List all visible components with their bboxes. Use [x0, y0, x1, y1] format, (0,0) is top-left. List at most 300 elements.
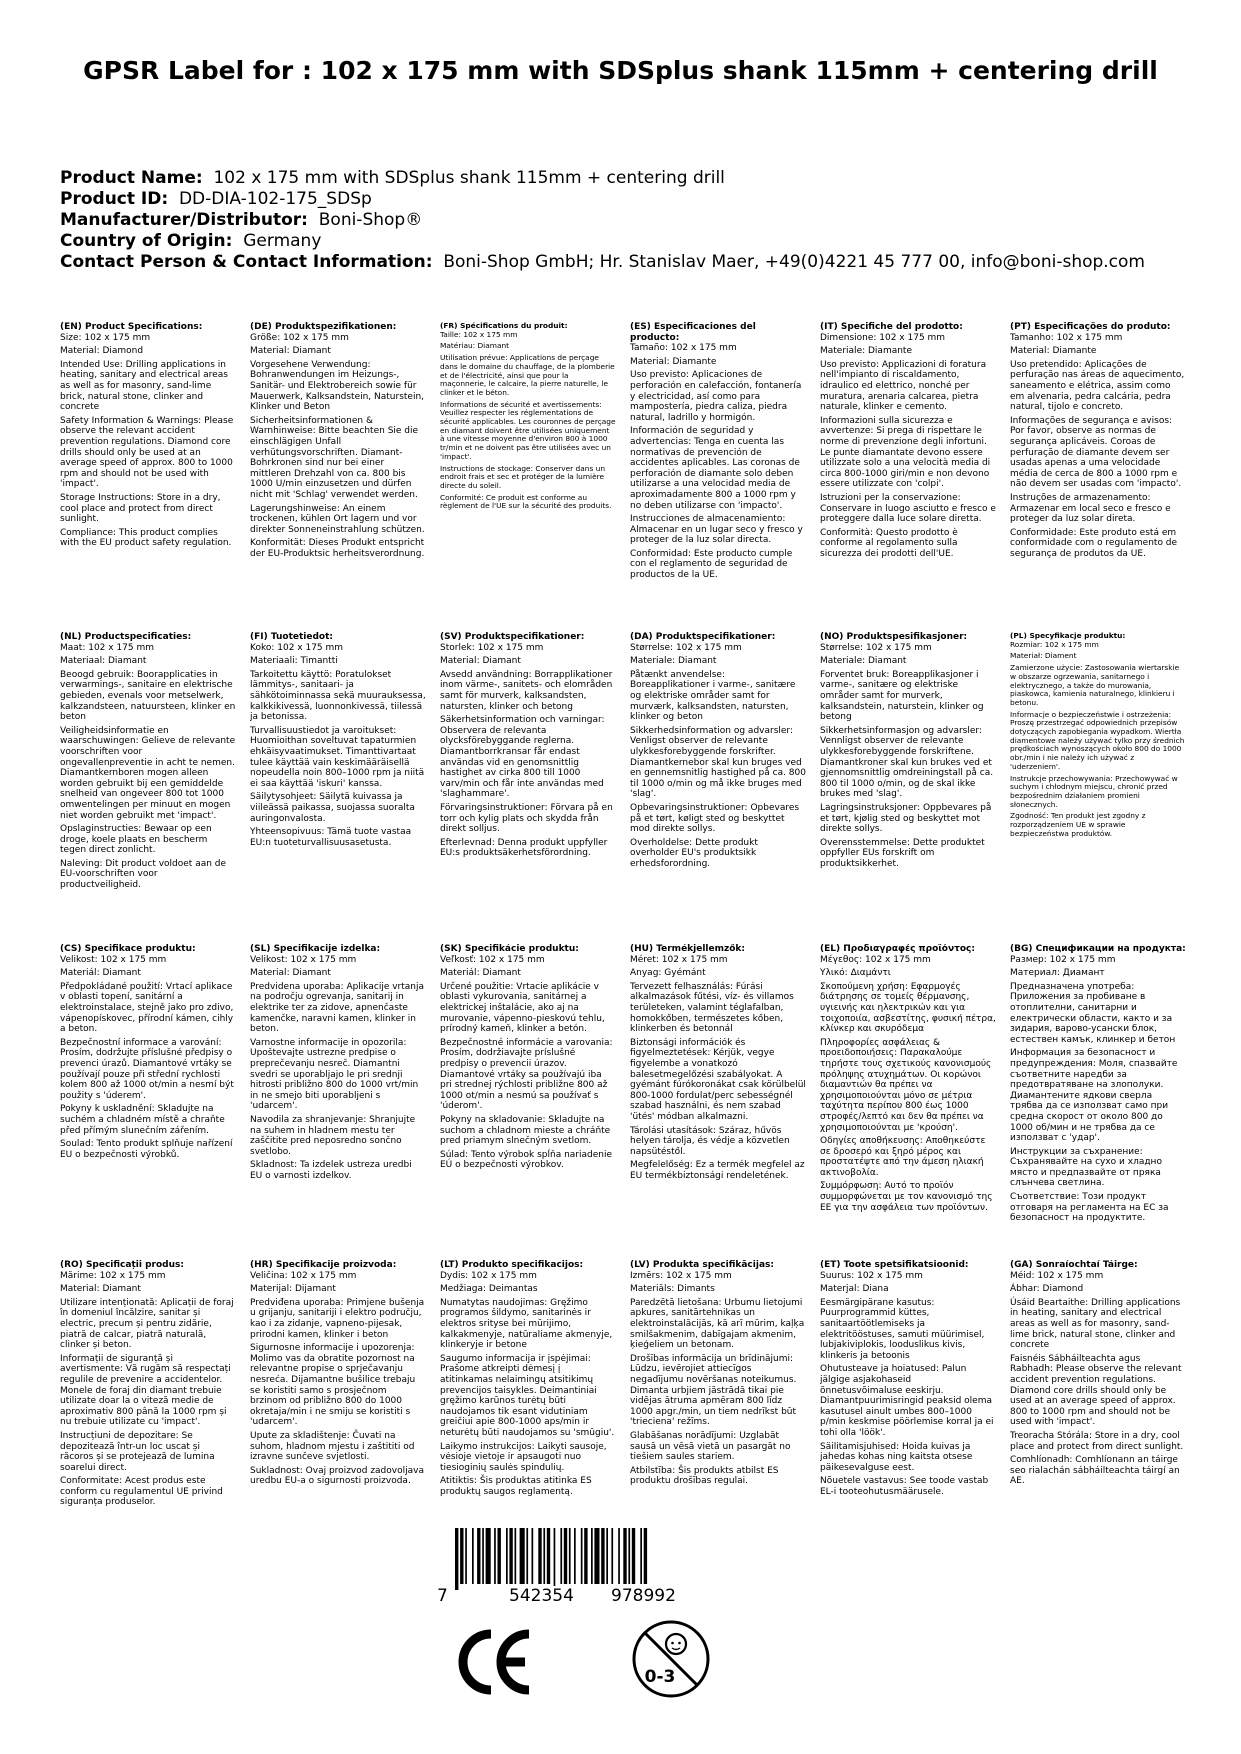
spec-text: Overensstemmelse: Dette produktet oppfyller EUs forskrift om produktsikkerhet. [820, 837, 985, 869]
info-product-id: Product ID: DD-DIA-102-175_SDSp [60, 189, 372, 209]
spec-text: Material: Diamant [60, 1284, 141, 1295]
spec-paragraph [820, 1476, 996, 1497]
spec-text: Mărime: 102 x 175 mm [60, 1270, 166, 1281]
spec-text: Informações de segurança e avisos: Por favor, observe as normas de segurança aplicáveis. Coroas de perfuração de diamante devem ser usadas apenas a uma velocidade média de cerca de 800 a 1000 rpm e não devem ser usadas com 'impacto'. [1010, 415, 1182, 490]
spec-paragraph [440, 1442, 616, 1474]
spec-paragraph [440, 1354, 616, 1439]
spec-paragraph [630, 1298, 806, 1351]
spec-text: Predvidena uporaba: Aplikacije vrtanja na področju ogrevanja, sanitarij in elektrike ter za zidove, apnenčaste kamenčke, naravni kamen, klinker in beton. [250, 981, 425, 1035]
spec-text: Материал: Диамант [1010, 968, 1105, 979]
spec-paragraph [630, 1466, 806, 1487]
barcode-bar [584, 1528, 587, 1584]
barcode-bar [465, 1528, 467, 1584]
spec-text: Instructions de stockage: Conserver dans un endroit frais et sec et protéger de la lumière directe du soleil. [440, 463, 606, 490]
spec-paragraph [630, 726, 806, 800]
age-range-label: 0-3 [644, 1667, 676, 1687]
spec-paragraph [1010, 1284, 1186, 1295]
page-title: GPSR Label for : 102 x 175 mm with SDSplus shank 115mm + centering drill [83, 56, 1158, 85]
spec-text: Méid: 102 x 175 mm [1010, 1270, 1104, 1281]
language-sections [60, 322, 1190, 1602]
spec-text: Vorgesehene Verwendung: Bohranwendungen im Heizungs-, Sanitär- und Elektrobereich sowie für Mauerwerk, Kalksandstein, Naturstein, Klinker und Beton [250, 359, 425, 413]
spec-paragraph [1010, 664, 1186, 708]
spec-paragraph [250, 670, 426, 723]
barcode-bar [564, 1528, 567, 1584]
spec-paragraph [630, 1284, 806, 1295]
barcode-bar [506, 1528, 508, 1584]
barcode-bar [486, 1528, 491, 1584]
spec-heading: (FR) Spécifications du produit: [440, 322, 568, 330]
spec-paragraph [1010, 711, 1186, 772]
spec-text: Pokyny k uskladnění: Skladujte na suchém a chladném místě a chraňte před přímým slunečním zářením. [60, 1104, 225, 1136]
spec-paragraph [440, 494, 616, 511]
spec-text: Materiale: Diamant [820, 656, 907, 667]
spec-paragraph [440, 715, 616, 800]
spec-text: Utilisation prévue: Applications de perçage dans le domaine du chauffage, de la plomberie et de l'électricité, ainsi que pour la maçonnerie, le calcaire, la pierre naturelle, le clinker et le béton. [440, 353, 615, 397]
spec-text: Materiaal: Diamant [60, 656, 147, 667]
spec-paragraph [440, 944, 616, 965]
spec-text: Material: Diamante [630, 356, 717, 367]
spec-text: Sukladnost: Ovaj proizvod zadovoljava uredbu EU-a o sigurnosti proizvoda. [250, 1465, 424, 1487]
spec-text: Zamierzone użycie: Zastosowania wiertarskie w obszarze ogrzewania, sanitarnego i elektrycznego, a także do murowania, piaskowca, kamienia naturalnego, klinkieru i betonu. [1010, 663, 1180, 707]
spec-text: Faisnéis Sábháilteachta agus Rabhadh: Please observe the relevant accident prevention regulations. Diamond core drills should only be used at an average speed of approx. 800 to 1000 rpm and should not be used with 'impact'. [1010, 1353, 1182, 1428]
spec-paragraph [250, 827, 426, 848]
spec-text: Rozmiar: 102 x 175 mm [1010, 639, 1099, 649]
barcode-bar [547, 1528, 550, 1584]
spec-text: Úsáid Beartaithe: Drilling applications in heating, sanitary and electrical areas as well as for masonry, sand-lime brick, natural stone, clinker and concrete [1010, 1297, 1181, 1351]
spec-paragraph [1010, 632, 1186, 649]
spec-paragraph [820, 322, 996, 343]
spec-text: Suurus: 102 x 175 mm [820, 1270, 923, 1281]
barcode-bar [623, 1528, 626, 1584]
spec-paragraph [250, 632, 426, 653]
spec-text: Informazioni sulla sicurezza e avvertenze: Si prega di rispettare le norme di prevenzione degli infortuni. Le punte diamantate devono essere utilizzate solo a una velocità media di circa 800-1000 giri/min e non devono essere utilizzate con 'colpi'. [820, 415, 991, 490]
spec-text: Informații de siguranță și avertismente: Vă rugăm să respectați regulile de prevenire a accidentelor. Monele de foraj din diamant trebuie utilizate doar la o viteză medie de aproximativ 800 până la 1000 rpm și nu trebuie utilizate cu 'impact'. [60, 1353, 231, 1428]
spec-heading: (CS) Specifikace produktu: [60, 944, 196, 954]
spec-text: Säilitamisjuhised: Hoida kuivas ja jahedas kohas ning kaitsta otsese päikesevalguse eest. [820, 1441, 973, 1473]
spec-text: Informacje o bezpieczeństwie i ostrzeżenia: Proszę przestrzegać odpowiednich przepisów dotyczących zapobiegania wypadkom. Wiertła diamentowe należy używać tylko przy średnich prędkościach wynoszących około 800 do 1000 obr./min i nie należy ich używać z 'uderzeniem'. [1010, 709, 1185, 771]
spec-text: Πληροφορίες ασφάλειας & προειδοποιήσεις: Παρακαλούμε τηρήστε τους σχετικούς κανονισμούς πρόληψης ατυχημάτων. Οι κορώνοι διαμαντιών θα πρέπει να χρησιμοποιούνται μόνο σε μέτρια ταχύτητα περίπου 800 έως 1000 στροφές/λεπτό και δεν θα πρέπει να χρησιμοποιούνται με 'κρούση'. [820, 1037, 992, 1133]
spec-text: Skladnost: Ta izdelek ustreza uredbi EU o varnosti izdelkov. [250, 1160, 412, 1181]
spec-section-ro [60, 1260, 240, 1602]
spec-paragraph [440, 322, 616, 339]
spec-paragraph [250, 1115, 426, 1157]
spec-section-es [630, 322, 810, 632]
spec-paragraph [820, 1284, 996, 1295]
spec-section-no [820, 632, 1000, 944]
spec-text: Materiaali: Timantti [250, 656, 338, 667]
spec-paragraph [60, 1298, 236, 1351]
spec-text: Bezpečnostní informace a varování: Prosím, dodržujte příslušné předpisy o prevenci úrazů. Diamantové vrtáky se používají pouze při střední rychlosti kolem 800 až 1000 ot/min a nesmí být použity s 'úderem'. [60, 1037, 234, 1101]
spec-paragraph [60, 1104, 236, 1136]
spec-section-ga [1010, 1260, 1190, 1602]
spec-text: Taille: 102 x 175 mm [440, 329, 518, 339]
spec-text: Velikost: 102 x 175 mm [60, 954, 167, 965]
spec-paragraph [250, 322, 426, 343]
spec-text: Méret: 102 x 175 mm [630, 954, 728, 965]
spec-paragraph [440, 982, 616, 1035]
spec-paragraph [440, 354, 616, 398]
spec-text: Tárolási utasítások: Száraz, hűvös helyen tárolja, és védje a közvetlen napsütéstől. [630, 1125, 790, 1157]
spec-text: Информация за безопасност и предупреждения: Моля, спазвайте съответните наредби за предотвратяване на злополуки. Диамантените ядкови сверла трябва да се използват само при средна скорост от около 800 до 1000 об/мин и не трябва да се използват с 'удар'. [1010, 1048, 1178, 1144]
spec-heading: (EN) Product Specifications: [60, 322, 203, 332]
spec-text: Treoracha Stórála: Store in a dry, cool place and protect from direct sunlight. [1010, 1430, 1184, 1452]
spec-paragraph [60, 528, 236, 549]
spec-text: Beoogd gebruik: Boorapplicaties in verwarmings-, sanitaire en elektrische gebieden, evenals voor metselwerk, kalkzandsteen, natuursteen, klinker en beton [60, 669, 236, 723]
barcode-bar [460, 1528, 463, 1584]
spec-paragraph [440, 1476, 616, 1497]
barcode-bar [591, 1528, 593, 1584]
spec-paragraph [1010, 360, 1186, 413]
spec-section-et [820, 1260, 1000, 1602]
spec-paragraph [60, 493, 236, 525]
spec-text: Maat: 102 x 175 mm [60, 642, 155, 653]
spec-section-it [820, 322, 1000, 632]
spec-paragraph [820, 726, 996, 800]
spec-paragraph [60, 416, 236, 490]
spec-text: Dydis: 102 x 175 mm [440, 1270, 537, 1281]
spec-text: Naleving: Dit product voldoet aan de EU-voorschriften voor productveiligheid. [60, 858, 227, 891]
spec-text: Informations de sécurité et avertissements: Veuillez respecter les réglementations de sécurité applicables. Les couronnes de perçage en diamant doivent être utilisées uniquement à une vitesse moyenne d'environ 800 à 1000 tr/min et ne doivent pas être utilisées avec un 'impact'. [440, 399, 616, 461]
spec-heading: (DE) Produktspezifikationen: [250, 322, 397, 332]
spec-text: Pokyny na skladovanie: Skladujte na suchom a chladnom mieste a chráňte pred priamym slnečným svetlom. [440, 1114, 611, 1147]
spec-text: Veličina: 102 x 175 mm [250, 1270, 357, 1281]
spec-paragraph [820, 1364, 996, 1438]
spec-text: Anyag: Gyémánt [630, 968, 706, 979]
spec-text: Opbevaringsinstruktioner: Opbevares på et tørt, køligt sted og beskyttet mod direkte sollys. [630, 802, 800, 835]
spec-paragraph [630, 549, 806, 581]
spec-text: Lagerungshinweise: An einem trockenen, kühlen Ort lagern und vor direkter Sonneneinstrahlung schützen. [250, 503, 425, 535]
spec-paragraph [630, 1260, 806, 1281]
spec-paragraph [60, 632, 236, 653]
spec-paragraph [820, 493, 996, 525]
spec-text: Soulad: Tento produkt splňuje nařízení EU o bezpečnosti výrobků. [60, 1139, 233, 1160]
barcode-bar [554, 1528, 556, 1590]
spec-paragraph [1010, 1147, 1186, 1189]
barcode [425, 1528, 745, 1608]
barcode-bar [498, 1528, 501, 1584]
spec-paragraph [440, 1115, 616, 1147]
spec-paragraph [630, 838, 806, 870]
not-for-children-0-3-icon [630, 1618, 712, 1700]
spec-paragraph [630, 982, 806, 1035]
spec-paragraph [60, 968, 236, 979]
spec-paragraph [60, 726, 236, 821]
spec-heading: (GA) Sonraíochtaí Táirge: [1010, 1260, 1138, 1270]
spec-paragraph [1010, 1260, 1186, 1281]
spec-text: Σκοπούμενη χρήση: Εφαρμογές διάτρησης σε τομείς θέρμανσης, υγιεινής και ηλεκτρικών και για τοιχοποιία, ασβεστίτης, φυσική πέτρα, κλίνκερ και σκυρόδεμα [820, 981, 996, 1035]
spec-paragraph [250, 1284, 426, 1295]
spec-paragraph [820, 1038, 996, 1133]
spec-section-sl [250, 944, 430, 1260]
spec-section-sv [440, 632, 620, 944]
spec-text: Laikymo instrukcijos: Laikyti sausoje, vėsioje vietoje ir apsaugoti nuo tiesioginių saulės spindulių. [440, 1441, 607, 1473]
barcode-digit-first: 7 [437, 1586, 448, 1606]
spec-paragraph [1010, 493, 1186, 525]
spec-section-cs [60, 944, 240, 1260]
spec-paragraph [820, 416, 996, 490]
spec-paragraph [60, 1284, 236, 1295]
spec-text: Instrucciones de almacenamiento: Almacenar en un lugar seco y fresco y proteger de la luz solar directa. [630, 514, 803, 546]
spec-heading: (PT) Especificações do produto: [1010, 322, 1171, 332]
spec-text: Forventet bruk: Boreapplikasjoner i varme-, sanitære og elektriske områder samt for murverk, kalksandstein, naturstein, klinker og betong [820, 669, 984, 723]
spec-text: Uso previsto: Applicazioni di foratura nell'impianto di riscaldamento, idraulico ed elettrico, nonché per muratura, arenaria calcarea, pietra naturale, klinker e cemento. [820, 359, 987, 413]
barcode-bar [560, 1528, 562, 1584]
spec-paragraph [820, 632, 996, 653]
spec-text: Größe: 102 x 175 mm [250, 332, 349, 343]
spec-paragraph [630, 968, 806, 979]
ce-mark-icon [455, 1622, 535, 1702]
spec-paragraph [250, 1160, 426, 1181]
spec-text: Materiál: Diamant [60, 968, 141, 979]
spec-text: Ohutusteave ja hoiatused: Palun jälgige asjakohaseid õnnetusvõimaluse eeskirju. Diamantpuurimisringid peaksid olema kasutusel ainult umbes 800–1000 p/min keskmise pöörlemise korral ja ei tohi olla 'löök'. [820, 1364, 994, 1438]
spec-text: Materiał: Diament [1010, 651, 1077, 661]
spec-text: Instruções de armazenamento: Armazenar em local seco e fresco e proteger da luz solar direta. [1010, 492, 1171, 525]
spec-paragraph [820, 656, 996, 667]
spec-text: Sigurnosne informacije i upozorenja: Molimo vas da obratite pozornost na relevantne propise o sprječavanju nesreća. Dijamantne bušilice trebaju se koristiti samo s prosječnom brzinom od približno 800 do 1000 okretaja/min i ne smiju se koristiti s 'udarcem'. [250, 1343, 416, 1428]
spec-section-de [250, 322, 430, 632]
spec-text: Safety Information & Warnings: Please observe the relevant accident prevention regulations. Diamond core drills should only be used at an average speed of approx. 800 to 1000 rpm and should not be used with 'impact'. [60, 415, 234, 490]
spec-section-fr [440, 322, 620, 632]
spec-heading: (BG) Спецификации на продукта: [1010, 944, 1186, 954]
spec-section-pt [1010, 322, 1190, 632]
spec-section-hr [250, 1260, 430, 1602]
spec-text: Biztonsági információk és figyelmeztetések: Kérjük, vegye figyelembe a vonatkozó balesetmegelőzési szabályokat. A gyémánt fúrókoronákat csak körülbelül 800-1000 fordulat/perc sebességnél szabad használni, és nem szabad 'ütés' módban alkalmazni. [630, 1037, 806, 1122]
spec-heading: (DA) Produktspecifikationer: [630, 632, 776, 642]
spec-text: Turvallisuustiedot ja varoitukset: Huomioithan soveltuvat tapaturmien ehkäisyvaatimukset. Timanttivartaat tulee käyttää vain keskimääräisellä nopeudella noin 800–1000 rpm ja niitä ei saa käyttää 'iskuri' kanssa. [250, 725, 425, 789]
spec-section-fi [250, 632, 430, 944]
spec-text: Säilytysohjeet: Säilytä kuivassa ja viileässä paikassa, suojassa suoralta auringonvalosta. [250, 792, 415, 824]
spec-paragraph [820, 360, 996, 413]
spec-paragraph [1010, 812, 1186, 838]
barcode-bar [644, 1528, 647, 1584]
spec-paragraph [60, 346, 236, 357]
barcode-bar [532, 1528, 534, 1584]
spec-paragraph [60, 1476, 236, 1508]
spec-paragraph [820, 1260, 996, 1281]
spec-paragraph [1010, 1354, 1186, 1428]
spec-text: Určené použitie: Vrtacie aplikácie v oblasti vykurovania, sanitárnej a elektrickej inštalácie, ako aj na murovanie, vápenno-pieskovú tehlu, prírodný kameň, klinker a betón. [440, 981, 605, 1035]
spec-text: Glabāšanas norādījumi: Uzglabāt sausā un vēsā vietā un pasargāt no tiešiem saules stariem. [630, 1430, 791, 1463]
spec-text: Ábhar: Diamond [1010, 1284, 1084, 1295]
spec-paragraph [440, 1038, 616, 1112]
spec-text: Material: Diamant [440, 656, 521, 667]
spec-paragraph [1010, 1455, 1186, 1487]
barcode-bar [618, 1528, 620, 1584]
spec-section-el [820, 944, 1000, 1260]
spec-paragraph [250, 360, 426, 413]
barcode-bar [606, 1528, 608, 1584]
spec-paragraph [1010, 1048, 1186, 1143]
spec-text: Bezpečnostné informácie a varovania: Prosím, dodržiavajte príslušné predpisy o prevencii úrazov. Diamantové vrtáky sa používajú iba pri strednej rýchlosti približne 800 až 1000 ot/min a nesmú sa používať s 'úderom'. [440, 1037, 613, 1112]
spec-text: Materiāls: Dimants [630, 1284, 715, 1295]
spec-text: Οδηγίες αποθήκευσης: Αποθηκεύστε σε δροσερό και ξηρό μέρος και προστατέψτε από την άμεση ηλιακή ακτινοβολία. [820, 1136, 986, 1178]
spec-paragraph [60, 1431, 236, 1473]
spec-section-da [630, 632, 810, 944]
spec-paragraph [630, 670, 806, 723]
spec-heading: (ET) Toote spetsifikatsioonid: [820, 1260, 969, 1270]
spec-section-hu [630, 944, 810, 1260]
info-product-name: Product Name: 102 x 175 mm with SDSplus shank 115mm + centering drill [60, 168, 725, 188]
spec-paragraph [630, 357, 806, 368]
spec-paragraph [1010, 528, 1186, 560]
spec-text: Tamanho: 102 x 175 mm [1010, 332, 1123, 343]
spec-text: Размер: 102 x 175 mm [1010, 954, 1116, 965]
spec-paragraph [440, 632, 616, 653]
spec-text: Conformidad: Este producto cumple con el reglamento de seguridad de productos de la UE. [630, 548, 793, 581]
spec-text: Matériau: Diamant [440, 341, 510, 351]
spec-paragraph [630, 656, 806, 667]
spec-paragraph [60, 1354, 236, 1428]
spec-text: Sicherheitsinformationen & Warnhinweise: Bitte beachten Sie die einschlägigen Unfall verhütungsvorschriften. Diamant-Bohrkronen sind nur bei einer mittleren Drehzahl von ca. 800 bis 1000 U/min einzusetzen und dürfen nicht mit 'Schlag' verwendet werden. [250, 415, 419, 500]
spec-heading: (SK) Špecifikácie produktu: [440, 944, 579, 954]
spec-text: Atbilstība: Šis produkts atbilst ES produktu drošības regulai. [630, 1465, 779, 1487]
barcode-bar [515, 1528, 517, 1584]
spec-text: Предназначена употреба: Приложения за пробиване в отоплителни, санитарни и електрически области, както и за зидария, варово-усански блок, естествен камък, клинкер и бетон [1010, 981, 1176, 1045]
spec-paragraph [440, 803, 616, 835]
spec-text: Størrelse: 102 x 175 mm [820, 642, 932, 653]
spec-text: Size: 102 x 175 mm [60, 332, 151, 343]
spec-paragraph [250, 792, 426, 824]
spec-paragraph [1010, 1192, 1186, 1224]
spec-text: Storage Instructions: Store in a dry, cool place and protect from direct sunlight. [60, 492, 221, 525]
barcode-digits-right: 978992 [611, 1586, 676, 1606]
spec-text: Nõuetele vastavus: See toode vastab EL-i tooteohutusmäärusele. [820, 1476, 989, 1497]
spec-heading: (HU) Termékjellemzők: [630, 944, 746, 954]
spec-text: Paredzētā lietošana: Urbumu lietojumi apkures, sanitārtehnikas un elektroinstalācijās, kā arī mūrim, kaļķa smilšakmenim, dabīgajam akmenim, ķieģeliem un betonam. [630, 1297, 805, 1351]
spec-paragraph [630, 803, 806, 835]
spec-paragraph [630, 944, 806, 965]
spec-paragraph [820, 346, 996, 357]
spec-heading: (RO) Specificații produs: [60, 1260, 184, 1270]
spec-paragraph [820, 968, 996, 979]
spec-text: Předpokládané použití: Vrtací aplikace v oblasti topení, sanitární a elektroinstalace, stejně jako pro zdivo, vápenopískovec, přírodní kámen, cihly a beton. [60, 981, 234, 1035]
spec-text: Materiale: Diamante [820, 346, 912, 357]
barcode-bar [494, 1528, 496, 1584]
spec-paragraph [440, 968, 616, 979]
spec-text: Material: Diamond [60, 346, 144, 357]
spec-paragraph [630, 1431, 806, 1463]
info-manufacturer: Manufacturer/Distributor: Boni-Shop® [60, 210, 423, 230]
barcode-bar [611, 1528, 613, 1584]
spec-paragraph [440, 465, 616, 491]
barcode-bar [594, 1528, 599, 1584]
spec-paragraph [250, 504, 426, 536]
spec-text: Conformitate: Acest produs este conform cu regulamentul UE privind siguranța produselor. [60, 1476, 223, 1508]
spec-paragraph [250, 1038, 426, 1112]
info-country: Country of Origin: Germany [60, 231, 322, 251]
spec-text: Sikkerhetsinformasjon og advarsler: Vennligst observer de relevante ulykkesforebyggende forskriftene. Diamantkroner skal kun brukes ved et gjennomsnittlig omdreiningstall på ca. 800 til 1000 o/min, og de skal ikke brukes med 'slag'. [820, 725, 994, 800]
spec-paragraph [250, 538, 426, 559]
spec-heading: (FI) Tuotetiedot: [250, 632, 334, 642]
spec-heading: (PL) Specyfikacje produktu: [1010, 632, 1126, 640]
spec-text: Drošības informācija un brīdinājumi: Lūdzu, ievērojiet attiecīgos negadījumu novēršanas noteikumus. Dimanta urbjiem jāstrādā tikai pie vidējas ātruma apmēram 800 līdz 1000 apgr./min, un tiem nedrīkst būt 'trieciena' režīms. [630, 1353, 797, 1428]
spec-paragraph [1010, 944, 1186, 965]
spec-text: Efterlevnad: Denna produkt uppfyller EU:s produktsäkerhetsförordning. [440, 837, 608, 859]
spec-paragraph [820, 1136, 996, 1178]
spec-paragraph [630, 322, 806, 354]
spec-text: Izmērs: 102 x 175 mm [630, 1270, 732, 1281]
spec-text: Conformité: Ce produit est conforme au règlement de l'UE sur la sécurité des produits. [440, 492, 612, 511]
spec-paragraph [60, 944, 236, 965]
spec-text: Størrelse: 102 x 175 mm [630, 642, 742, 653]
spec-paragraph [630, 426, 806, 511]
barcode-bar [538, 1528, 541, 1584]
info-contact: Contact Person & Contact Information: Boni-Shop GmbH; Hr. Stanislav Maer, +49(0)4221 45 777 00, info@boni-shop.com [60, 252, 1145, 272]
spec-heading: (EL) Προδιαγραφές προϊόντος: [820, 944, 975, 954]
spec-paragraph [820, 670, 996, 723]
spec-heading: (LV) Produkta specifikācijas: [630, 1260, 774, 1270]
spec-text: Konformität: Dieses Produkt entspricht der EU-Produktsic herheitsverordnung. [250, 538, 425, 559]
spec-paragraph [820, 1181, 996, 1213]
spec-paragraph [60, 859, 236, 891]
spec-text: Съответствие: Този продукт отговаря на регламента на ЕС за безопасност на продуктите. [1010, 1192, 1169, 1224]
spec-text: Materjal: Diana [820, 1284, 889, 1295]
spec-paragraph [60, 982, 236, 1035]
spec-text: Uso previsto: Aplicaciones de perforación en calefacción, fontanería y electricidad, así como para mampostería, piedra caliza, piedra natural, ladrillo y hormigón. [630, 370, 802, 423]
spec-text: Conformidade: Este produto está em conformidade com o regulamento de segurança de produtos da UE. [1010, 527, 1178, 559]
spec-text: Sikkerhedsinformation og advarsler: Venligst observer de relevante ulykkesforebyggende forskrifter. Diamantkernebor skal kun bruges ved en gennemsnitlig hastighed på ca. 800 til 1000 o/min og må ikke bruges med 'slag'. [630, 725, 806, 800]
spec-paragraph [1010, 775, 1186, 810]
barcode-bar [543, 1528, 545, 1584]
spec-paragraph [250, 1431, 426, 1463]
spec-paragraph [440, 1150, 616, 1171]
spec-section-bg [1010, 944, 1190, 1260]
spec-text: Navodila za shranjevanje: Shranjujte na suhem in hladnem mestu ter zaščitite pred neposredno sončno svetlobo. [250, 1114, 416, 1157]
barcode-bar [455, 1528, 458, 1590]
spec-heading: (HR) Specifikacije proizvoda: [250, 1260, 397, 1270]
spec-text: Lagringsinstruksjoner: Oppbevares på et tørt, kjølig sted og beskyttet mot direkte sollys. [820, 802, 992, 835]
spec-heading: (SL) Specifikacije izdelka: [250, 944, 381, 954]
spec-paragraph [60, 1038, 236, 1102]
spec-text: Opslaginstructies: Bewaar op een droge, koele plaats en bescherm tegen direct zonlicht. [60, 824, 212, 856]
spec-paragraph [60, 670, 236, 723]
spec-paragraph [60, 322, 236, 343]
spec-text: Materiál: Diamant [440, 968, 521, 979]
spec-paragraph [630, 1354, 806, 1428]
spec-text: Material: Diamant [250, 968, 331, 979]
spec-paragraph [440, 401, 616, 462]
spec-paragraph [440, 670, 616, 712]
spec-text: Μέγεθος: 102 x 175 mm [820, 954, 931, 965]
spec-paragraph [820, 803, 996, 835]
spec-paragraph [250, 1298, 426, 1340]
spec-text: Numatytas naudojimas: Gręžimo programos šildymo, sanitarinės ir elektros srityse bei mūrijimo, kalkakmenyje, natūraliame akmenyje, klinkeryje ir betone [440, 1297, 613, 1351]
spec-text: Storlek: 102 x 175 mm [440, 642, 544, 653]
spec-text: Megfelelőség: Ez a termék megfelel az EU termékbiztonsági rendeletének. [630, 1160, 805, 1181]
spec-section-pl [1010, 632, 1190, 944]
spec-paragraph [1010, 968, 1186, 979]
spec-text: Συμμόρφωση: Αυτό το προϊόν συμμορφώνεται με τον κανονισμό της ΕΕ για την ασφάλεια των προϊόντων. [820, 1181, 993, 1213]
barcode-bar [640, 1528, 642, 1584]
barcode-bar [581, 1528, 583, 1584]
spec-text: Atitiktis: Šis produktas atitinka ES produktų saugos reglamentą. [440, 1476, 592, 1497]
spec-text: Veiligheidsinformatie en waarschuwingen: Gelieve de relevante voorschriften voor ongevallenpreventie in acht te nemen. Diamantkernboren mogen alleen worden gebruikt bij een gemiddelde snelheid van ongeveer 800 tot 1000 omwentelingen per minuut en mogen niet worden gebruikt met 'impact'. [60, 725, 236, 821]
barcode-bars [455, 1528, 715, 1590]
barcode-bar [526, 1528, 528, 1584]
spec-text: Overholdelse: Dette produkt overholder EU's produktsikk erhedsforordning. [630, 837, 758, 869]
spec-text: Medžiaga: Deimantas [440, 1284, 538, 1295]
spec-text: Påtænkt anvendelse: Boreapplikationer i varme-, sanitære og elektriske områder samt for murværk, kalksandsten, natursten, klinker og beton [630, 669, 796, 723]
barcode-bar [632, 1528, 635, 1584]
spec-text: Comhlíonadh: Comhlíonann an táirge seo rialachán sábháilteachta táirgí an AE. [1010, 1455, 1180, 1487]
spec-text: Información de seguridad y advertencias: Tenga en cuenta las normativas de prevención de accidentes aplicables. Las coronas de perforación de diamante solo deben utilizarse a una velocidad media de aproximadamente 800 a 1000 rpm y no deben utilizarse con 'impacto'. [630, 426, 800, 511]
spec-paragraph [440, 342, 616, 351]
spec-text: Predviđena uporaba: Primjene bušenja u grijanju, sanitariji i elektro području, kao i za zidanje, vapneno-pijesak, prirodni kamen, klinker i beton [250, 1297, 425, 1340]
spec-paragraph [630, 370, 806, 423]
spec-paragraph [1010, 346, 1186, 357]
spec-paragraph [250, 968, 426, 979]
spec-paragraph [440, 838, 616, 859]
